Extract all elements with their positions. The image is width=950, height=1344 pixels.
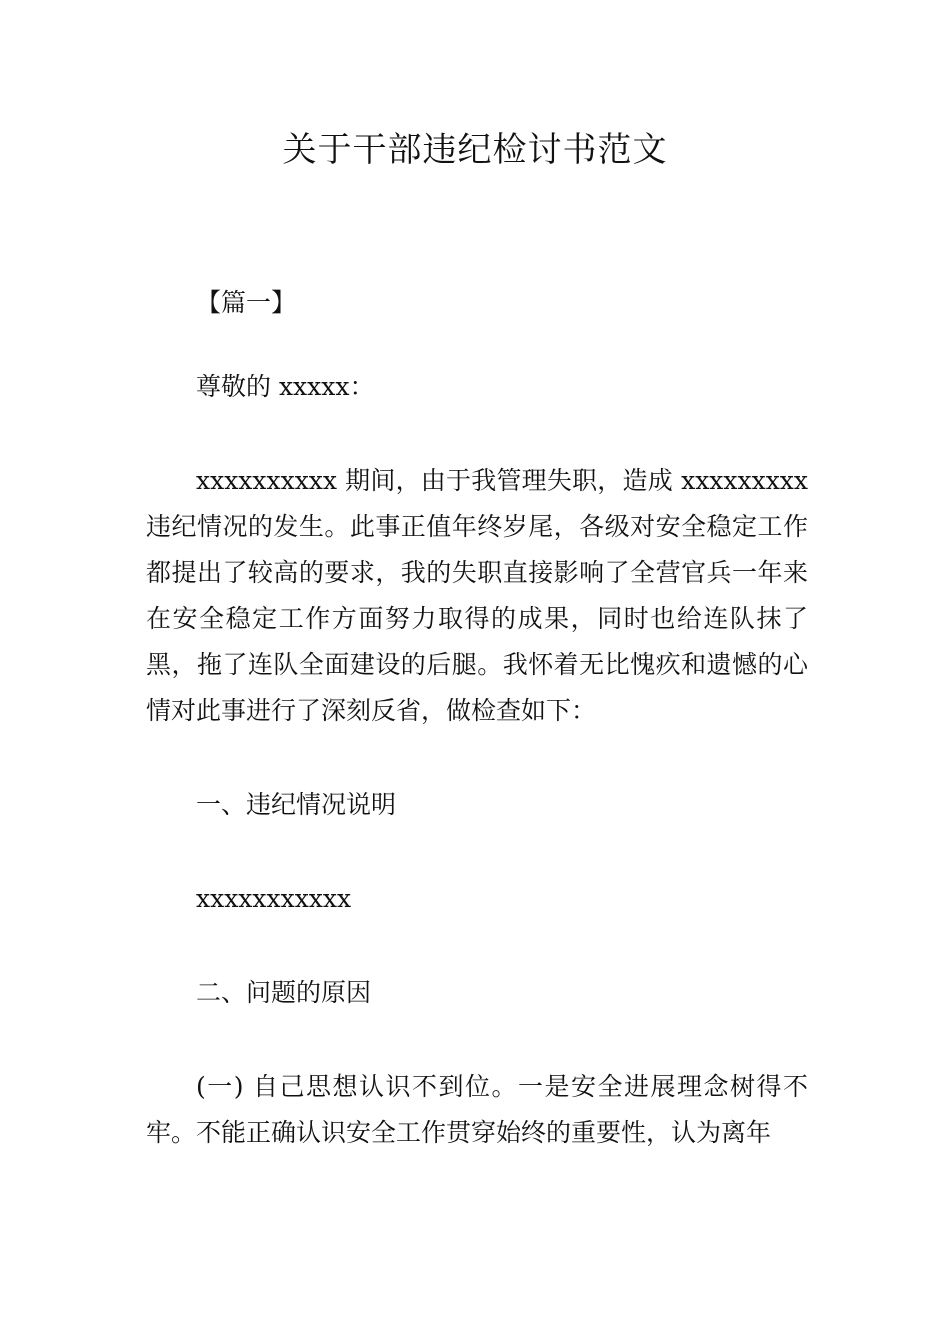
heading-violation-description: 一、违纪情况说明	[196, 790, 397, 819]
document-body	[146, 280, 808, 1156]
heading-problem-causes: 二、问题的原因	[196, 978, 372, 1007]
section-label: 【篇一】	[196, 288, 297, 317]
salutation: 尊敬的 xxxxx：	[196, 372, 375, 401]
paragraph-cause-one: (一) 自己思想认识不到位。一是安全进展理念树得不牢。不能正确认识安全工作贯穿始终的重要性，认为离年	[146, 1072, 808, 1147]
document-title: 关于干部违纪检讨书范文	[282, 130, 668, 170]
paragraph-intro: xxxxxxxxxx 期间，由于我管理失职，造成 xxxxxxxxx 违纪情况的发生。此事正值年终岁尾，各级对安全稳定工作都提出了较高的要求，我的失职直接影响了全营官兵一年来在安全稳定工作方面努力取得的成果，同时也给连队抹了黑，拖了连队全面建设的后腿。我怀着无比愧疚和遗憾的心情对此事进行了深刻反省，做检查如下：	[146, 466, 808, 725]
placeholder-text: xxxxxxxxxxx	[196, 884, 352, 913]
